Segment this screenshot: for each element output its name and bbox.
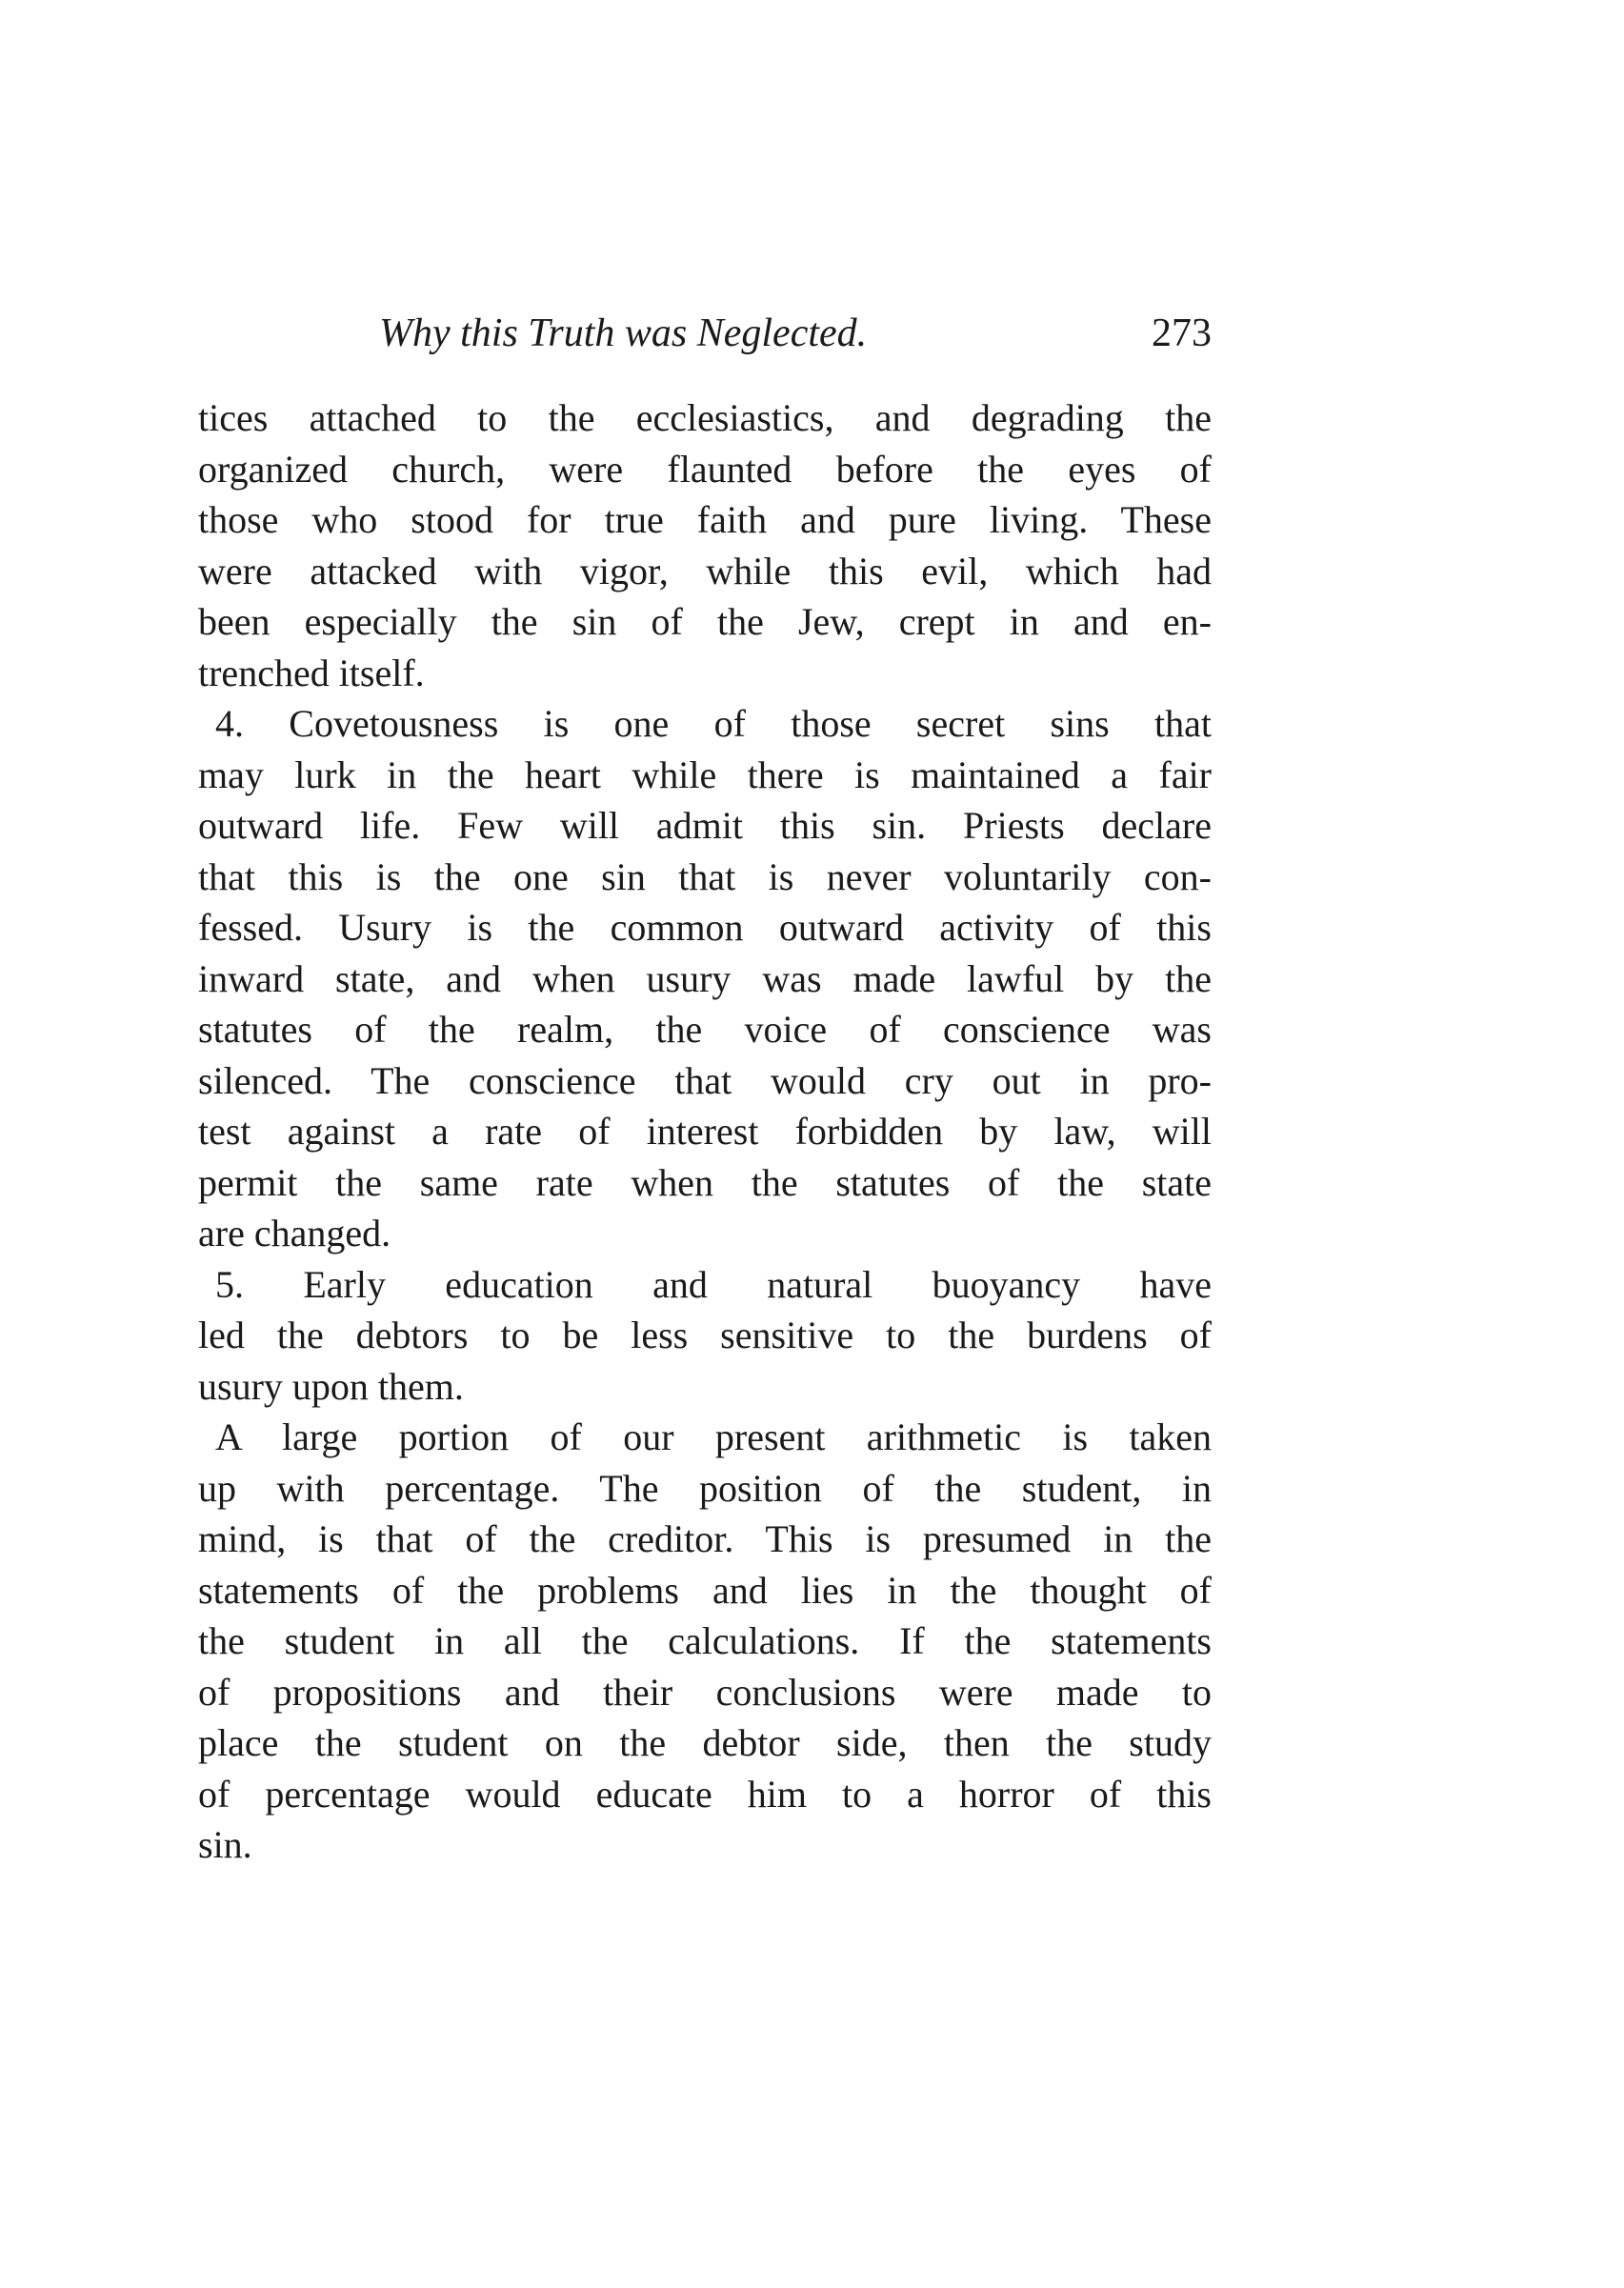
text-line: of propositions and their conclusions were made to [198,1670,1212,1714]
text-line: silenced. The conscience that would cry out in pro- [198,1058,1212,1102]
text-line: led the debtors to be less sensitive to the burdens of [198,1314,1212,1356]
text-line: test against a rate of interest forbidden by law, will [198,1110,1212,1153]
text-line: up with percentage. The position of the student, in [198,1466,1212,1510]
text-line: those who stood for true faith and pure living. These [198,498,1212,541]
text-line: permit the same rate when the statutes of the state [198,1160,1212,1204]
text-line: 4. Covetousness is one of those secret sins that [215,702,1212,745]
text-line: mind, is that of the creditor. This is presumed in the [198,1517,1212,1560]
text-line: place the student on the debtor side, then the study [198,1721,1212,1764]
text-line: the student in all the calculations. If the statements [198,1619,1212,1662]
text-line: were attacked with vigor, while this evil, which had [198,549,1212,592]
text-line: A large portion of our present arithmetic is taken [215,1415,1212,1458]
paragraph-4 [198,1412,1212,1871]
text-line: that this is the one sin that is never voluntarily con- [198,854,1212,898]
text-line: inward state, and when usury was made lawful by the [198,956,1212,1000]
paragraph-2 [198,698,1212,1259]
text-line: 5. Early education and natural buoyancy have [215,1262,1212,1306]
text-line: usury upon them. [198,1364,464,1408]
page-number: 273 [1152,311,1212,355]
body-text [198,392,1212,1871]
text-line: outward life. Few will admit this sin. Priests declare [198,804,1212,847]
text-line: organized church, were flaunted before the eyes of [198,447,1212,491]
text-line: may lurk in the heart while there is maintained a fair [198,753,1212,796]
running-head [198,303,1212,364]
text-line: trenched itself. [198,651,425,694]
running-title: Why this Truth was Neglected. [379,311,868,355]
text-line: of percentage would educate him to a horror of this [198,1772,1212,1816]
text-line: statutes of the realm, the voice of conscience was [198,1008,1212,1051]
text-line: sin. [198,1823,252,1866]
paragraph-1 [198,392,1212,698]
text-line: statements of the problems and lies in the thought of [198,1568,1212,1612]
text-line: been especially the sin of the Jew, crept in and en- [198,600,1212,643]
text-line: are changed. [198,1212,391,1254]
paragraph-3 [198,1259,1212,1413]
text-line: tices attached to the ecclesiastics, and degrading the [198,396,1212,439]
text-line: fessed. Usury is the common outward activity of this [198,906,1212,949]
